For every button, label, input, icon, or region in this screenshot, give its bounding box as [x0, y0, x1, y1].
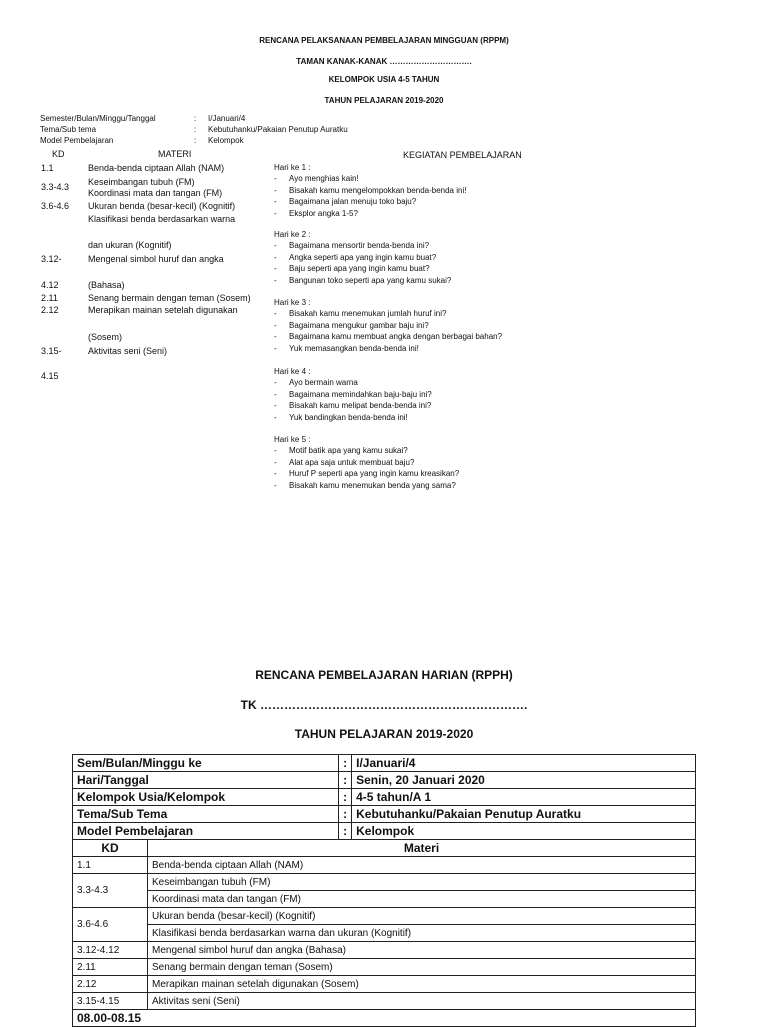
materi-row — [73, 908, 696, 925]
materi-cell: Mengenal simbol huruf dan angka (Bahasa) — [148, 942, 696, 959]
bullet-dash: - — [274, 469, 277, 478]
kd-code: 4.15 — [41, 371, 59, 381]
bullet-dash: - — [274, 185, 277, 195]
bullet-dash: - — [274, 332, 277, 341]
materi-text: Benda-benda ciptaan Allah (NAM) — [88, 163, 225, 173]
materi-text: Merapikan mainan setelah digunakan — [88, 305, 238, 315]
rppm-year: TAHUN PELAJARAN 2019-2020 — [324, 96, 444, 105]
activity-item — [274, 332, 502, 341]
day-title: Hari ke 3 : — [274, 298, 311, 307]
info-colon: : — [339, 823, 352, 840]
materi-text: dan ukuran (Kognitif) — [88, 240, 172, 250]
bullet-dash: - — [274, 401, 277, 410]
bullet-dash: - — [274, 275, 277, 285]
info-colon: : — [194, 114, 197, 123]
activity-item — [274, 401, 431, 410]
activity-text: Bagaimana memindahkan baju-baju ini? — [289, 389, 432, 399]
info-row — [73, 823, 696, 840]
activity-text: Bisakah kamu menemukan jumlah huruf ini? — [289, 309, 447, 318]
materi-row — [73, 874, 696, 891]
activity-item — [274, 264, 430, 273]
rpph-school: TK …………………………………………………………. — [240, 698, 528, 712]
materi-cell: Senang bermain dengan teman (Sosem) — [148, 959, 696, 976]
materi-cell: Merapikan mainan setelah digunakan (Sosem) — [148, 976, 696, 993]
activity-text: Motif batik apa yang kamu sukai? — [289, 446, 408, 455]
rpph-table — [72, 754, 696, 1027]
kd-code: 4.12 — [41, 280, 59, 290]
activity-item — [274, 481, 456, 490]
kd-code: 3.12- — [41, 254, 62, 264]
activity-item — [274, 344, 419, 353]
activity-text: Angka seperti apa yang ingin kamu buat? — [289, 252, 437, 262]
materi-text: Koordinasi mata dan tangan (FM) — [88, 188, 223, 198]
activity-text: Bisakah kamu mengelompokkan benda-benda ini! — [289, 185, 467, 195]
info-label: Semester/Bulan/Minggu/Tanggal — [40, 114, 156, 123]
materi-text: (Sosem) — [88, 332, 123, 342]
activity-text: Bagaimana mengukur gambar baju ini? — [289, 320, 429, 330]
materi-text: Ukuran benda (besar-kecil) (Kognitif) — [88, 201, 236, 211]
activity-item — [274, 174, 359, 183]
materi-cell: Aktivitas seni (Seni) — [148, 993, 696, 1010]
bullet-dash: - — [274, 197, 277, 206]
info-label: Tema/Sub Tema — [73, 806, 339, 823]
rppm-kd-header: KD — [52, 149, 65, 159]
materi-row — [73, 925, 696, 942]
activity-text: Ayo menghias kain! — [289, 174, 359, 183]
info-label: Model Pembelajaran — [40, 136, 114, 145]
kd-header: KD — [73, 840, 148, 857]
activity-text: Bagaimana mensortir benda-benda ini? — [289, 241, 430, 250]
bullet-dash: - — [274, 412, 277, 422]
activity-text: Alat apa saja untuk membuat baju? — [289, 457, 415, 467]
info-value: Kelompok — [352, 823, 696, 840]
info-colon: : — [339, 806, 352, 823]
day-title: Hari ke 1 : — [274, 163, 311, 172]
info-value: I/Januari/4 — [208, 114, 246, 123]
rpph-year: TAHUN PELAJARAN 2019-2020 — [294, 727, 474, 741]
materi-text: Mengenal simbol huruf dan angka — [88, 254, 224, 264]
rppm-group: KELOMPOK USIA 4-5 TAHUN — [328, 75, 440, 84]
kd-cell: 1.1 — [73, 857, 148, 874]
kd-code: 2.11 — [41, 293, 58, 303]
info-value: 4-5 tahun/A 1 — [352, 789, 696, 806]
rppm-kegiatan-header: KEGIATAN PEMBELAJARAN — [403, 150, 522, 160]
bullet-dash: - — [274, 174, 277, 183]
info-row — [73, 755, 696, 772]
info-label: Sem/Bulan/Minggu ke — [73, 755, 339, 772]
materi-text: Aktivitas seni (Seni) — [88, 346, 168, 356]
kd-code: 3.15- — [41, 346, 62, 356]
day-title: Hari ke 5 : — [274, 435, 311, 444]
kd-cell: 3.3-4.3 — [73, 874, 148, 908]
activity-text: Bagaimana kamu membuat angka dengan berbagai bahan? — [289, 332, 503, 341]
materi-text: Klasifikasi benda berdasarkan warna — [88, 214, 236, 224]
kd-code: 2.12 — [41, 305, 59, 315]
materi-row — [73, 993, 696, 1010]
activity-text: Yuk bandingkan benda-benda ini! — [289, 412, 408, 422]
activity-text: Huruf P seperti apa yang ingin kamu kreasikan? — [289, 469, 460, 478]
activity-item — [274, 378, 358, 387]
rppm-materi-header: MATERI — [158, 149, 192, 159]
header-row — [73, 840, 696, 857]
info-colon: : — [339, 789, 352, 806]
info-label: Kelompok Usia/Kelompok — [73, 789, 339, 806]
materi-row — [73, 942, 696, 959]
activity-item — [274, 458, 414, 467]
activity-text: Bangunan toko seperti apa yang kamu sukai? — [289, 275, 452, 285]
materi-row — [73, 891, 696, 908]
activity-item — [274, 186, 466, 195]
activity-text: Bisakah kamu melipat benda-benda ini? — [289, 401, 432, 410]
activity-item — [274, 197, 416, 206]
kd-cell: 2.11 — [73, 959, 148, 976]
info-value: Senin, 20 Januari 2020 — [352, 772, 696, 789]
kd-code: 3.3-4.3 — [41, 182, 70, 192]
activity-item — [274, 321, 429, 330]
bullet-dash: - — [274, 378, 277, 387]
bullet-dash: - — [274, 446, 277, 455]
materi-cell: Koordinasi mata dan tangan (FM) — [148, 891, 696, 908]
materi-cell: Klasifikasi benda berdasarkan warna dan ukuran (Kognitif) — [148, 925, 696, 942]
kd-cell: 3.6-4.6 — [73, 908, 148, 942]
kd-code: 1.1 — [41, 163, 54, 173]
materi-row — [73, 857, 696, 874]
bullet-dash: - — [274, 343, 277, 353]
materi-cell: Keseimbangan tubuh (FM) — [148, 874, 696, 891]
activity-item — [274, 413, 408, 422]
activity-item — [274, 253, 436, 262]
activity-item — [274, 446, 408, 455]
info-row — [73, 806, 696, 823]
bullet-dash: - — [274, 320, 277, 330]
materi-text: Senang bermain dengan teman (Sosem) — [88, 293, 251, 303]
kd-code: 3.6-4.6 — [41, 201, 70, 211]
bullet-dash: - — [274, 241, 277, 250]
info-value: Kelompok — [208, 136, 244, 145]
rppm-school: TAMAN KANAK-KANAK …………………………. — [296, 57, 472, 66]
materi-cell: Ukuran benda (besar-kecil) (Kognitif) — [148, 908, 696, 925]
activity-text: Ayo bermain warna — [289, 378, 358, 387]
info-label: Tema/Sub tema — [40, 125, 97, 134]
activity-item — [274, 276, 451, 285]
day-title: Hari ke 2 : — [274, 230, 311, 239]
rppm-title: RENCANA PELAKSANAAN PEMBELAJARAN MINGGUAN (RPPM) — [259, 36, 509, 45]
activity-item — [274, 469, 459, 478]
info-label: Model Pembelajaran — [73, 823, 339, 840]
kd-cell: 2.12 — [73, 976, 148, 993]
info-row — [73, 789, 696, 806]
kd-cell: 3.12-4.12 — [73, 942, 148, 959]
info-colon: : — [194, 125, 197, 134]
activity-item — [274, 309, 446, 318]
day-title: Hari ke 4 : — [274, 367, 311, 376]
materi-cell: Benda-benda ciptaan Allah (NAM) — [148, 857, 696, 874]
activity-item — [274, 209, 358, 218]
bullet-dash: - — [274, 457, 277, 467]
bullet-dash: - — [274, 389, 277, 399]
time-cell: 08.00-08.15 — [73, 1010, 696, 1027]
info-value: Kebutuhanku/Pakaian Penutup Auratku — [208, 125, 348, 134]
materi-row — [73, 959, 696, 976]
bullet-dash: - — [274, 480, 277, 490]
rpph-title: RENCANA PEMBELAJARAN HARIAN (RPPH) — [255, 668, 513, 682]
activity-text: Yuk memasangkan benda-benda ini! — [289, 343, 419, 353]
materi-row — [73, 976, 696, 993]
info-value: I/Januari/4 — [352, 755, 696, 772]
materi-header: Materi — [148, 840, 696, 857]
info-row — [73, 772, 696, 789]
info-label: Hari/Tanggal — [73, 772, 339, 789]
info-colon: : — [194, 136, 197, 145]
materi-text: Keseimbangan tubuh (FM) — [88, 177, 195, 187]
materi-text: (Bahasa) — [88, 280, 125, 290]
activity-text: Bisakah kamu menemukan benda yang sama? — [289, 480, 456, 490]
activity-item — [274, 390, 432, 399]
info-colon: : — [339, 755, 352, 772]
info-colon: : — [339, 772, 352, 789]
kd-cell: 3.15-4.15 — [73, 993, 148, 1010]
activity-text: Baju seperti apa yang ingin kamu buat? — [289, 264, 430, 273]
activity-text: Bagaimana jalan menuju toko baju? — [289, 197, 417, 206]
activity-item — [274, 241, 429, 250]
bullet-dash: - — [274, 309, 277, 318]
bullet-dash: - — [274, 208, 277, 218]
bullet-dash: - — [274, 252, 277, 262]
info-value: Kebutuhanku/Pakaian Penutup Auratku — [352, 806, 696, 823]
activity-text: Eksplor angka 1-5? — [289, 208, 358, 218]
bullet-dash: - — [274, 264, 277, 273]
